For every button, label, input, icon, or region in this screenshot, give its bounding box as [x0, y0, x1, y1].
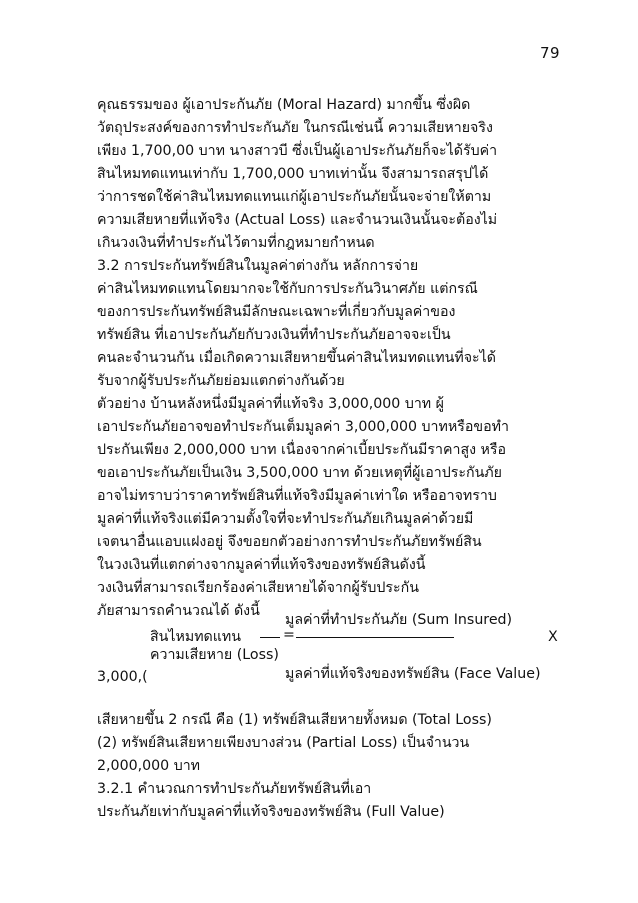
section-heading-3-2: 3.2 การประกันทรัพย์สินในมูลค่าต่างกัน หลักการจ่าย: [97, 258, 419, 274]
page-number: 79: [540, 44, 561, 62]
text-line: เกินวงเงินที่ทำประกันไว้ตามที่กฎหมายกำหนด: [97, 235, 375, 251]
text-line: เจตนาอื่นแอบแฝงอยู่ จึงขอยกตัวอย่างการทำประกันภัยทรัพย์สิน: [97, 534, 482, 550]
text-line: เอาประกันภัยอาจขอทำประกันเต็มมูลค่า 3,000,000 บาทหรือขอทำ: [97, 419, 509, 435]
section-heading-3-2-1: 3.2.1 คำนวณการทำประกันภัยทรัพย์สินที่เอา: [97, 781, 372, 797]
formula-numerator: มูลค่าที่ทำประกันภัย (Sum Insured): [285, 612, 513, 628]
text-line: วัตถุประสงค์ของการทำประกันภัย ในกรณีเช่นนี้ ความเสียหายจริง: [97, 120, 493, 136]
text-line: ค่าสินไหมทดแทนโดยมากจะใช้กับการประกันวินาศภัย แต่กรณี: [97, 281, 478, 297]
formula-left-label: สินไหมทดแทน: [150, 629, 241, 645]
text-line: (2) ทรัพย์สินเสียหายเพียงบางส่วน (Partial Loss) เป็นจำนวน: [97, 735, 470, 751]
formula-truncated-amount: 3,000,(: [97, 669, 148, 685]
formula-equals-sign: =: [283, 627, 295, 643]
formula-short-rule: [260, 637, 280, 638]
formula-multiply-sign: X: [548, 629, 558, 645]
text-line: อาจไม่ทราบว่าราคาทรัพย์สินที่แท้จริงมีมูลค่าเท่าใด หรืออาจทราบ: [97, 488, 497, 504]
text-line: 2,000,000 บาท: [97, 758, 201, 774]
example-line: ตัวอย่าง บ้านหลังหนึ่งมีมูลค่าที่แท้จริง 3,000,000 บาท ผู้: [97, 396, 444, 412]
text-line: คนละจำนวนกัน เมื่อเกิดความเสียหายขึ้นค่าสินไหมทดแทนที่จะได้: [97, 350, 496, 366]
text-line: ความเสียหายที่แท้จริง (Actual Loss) และจำนวนเงินนั้นจะต้องไม่: [97, 212, 498, 228]
text-line: มูลค่าที่แท้จริงแต่มีความตั้งใจที่จะทำประกันภัยเกินมูลค่าด้วยมี: [97, 511, 474, 527]
text-line: ของการประกันทรัพย์สินมีลักษณะเฉพาะที่เกี่ยวกับมูลค่าของ: [97, 304, 456, 320]
formula-denominator: มูลค่าที่แท้จริงของทรัพย์สิน (Face Value): [285, 666, 541, 682]
text-line: ทรัพย์สิน ที่เอาประกันภัยกับวงเงินที่ทำประกันภัยอาจจะเป็น: [97, 327, 451, 343]
text-line: ว่าการชดใช้ค่าสินไหมทดแทนแก่ผู้เอาประกันภัยนั้นจะจ่ายให้ตาม: [97, 189, 492, 205]
text-line: ขอเอาประกันภัยเป็นเงิน 3,500,000 บาท ด้วยเหตุที่ผู้เอาประกันภัย: [97, 465, 502, 481]
text-line: เพียง 1,700,00 บาท นางสาวบี ซึ่งเป็นผู้เอาประกันภัยก็จะได้รับค่า: [97, 143, 498, 159]
text-line: ภัยสามารถคำนวณได้ ดังนี้: [97, 603, 260, 619]
formula-loss-label: ความเสียหาย (Loss): [150, 647, 279, 663]
text-line: วงเงินที่สามารถเรียกร้องค่าเสียหายได้จากผู้รับประกัน: [97, 580, 419, 596]
text-line: สินไหมทดแทนเท่ากับ 1,700,000 บาทเท่านั้น จึงสามารถสรุปได้: [97, 166, 489, 182]
formula-fraction-bar: [296, 637, 454, 638]
text-line: ในวงเงินที่แตกต่างจากมูลค่าที่แท้จริงของทรัพย์สินดังนี้: [97, 557, 426, 573]
text-line: คุณธรรมของ ผู้เอาประกันภัย (Moral Hazard) มากขึ้น ซึ่งผิด: [97, 97, 471, 113]
text-line: ประกันภัยเท่ากับมูลค่าที่แท้จริงของทรัพย์สิน (Full Value): [97, 804, 445, 820]
text-line: ประกันเพียง 2,000,000 บาท เนื่องจากค่าเบี้ยประกันมีราคาสูง หรือ: [97, 442, 507, 458]
text-line: รับจากผู้รับประกันภัยย่อมแตกต่างกันด้วย: [97, 373, 345, 389]
text-line: เสียหายขึ้น 2 กรณี คือ (1) ทรัพย์สินเสียหายทั้งหมด (Total Loss): [97, 712, 492, 728]
